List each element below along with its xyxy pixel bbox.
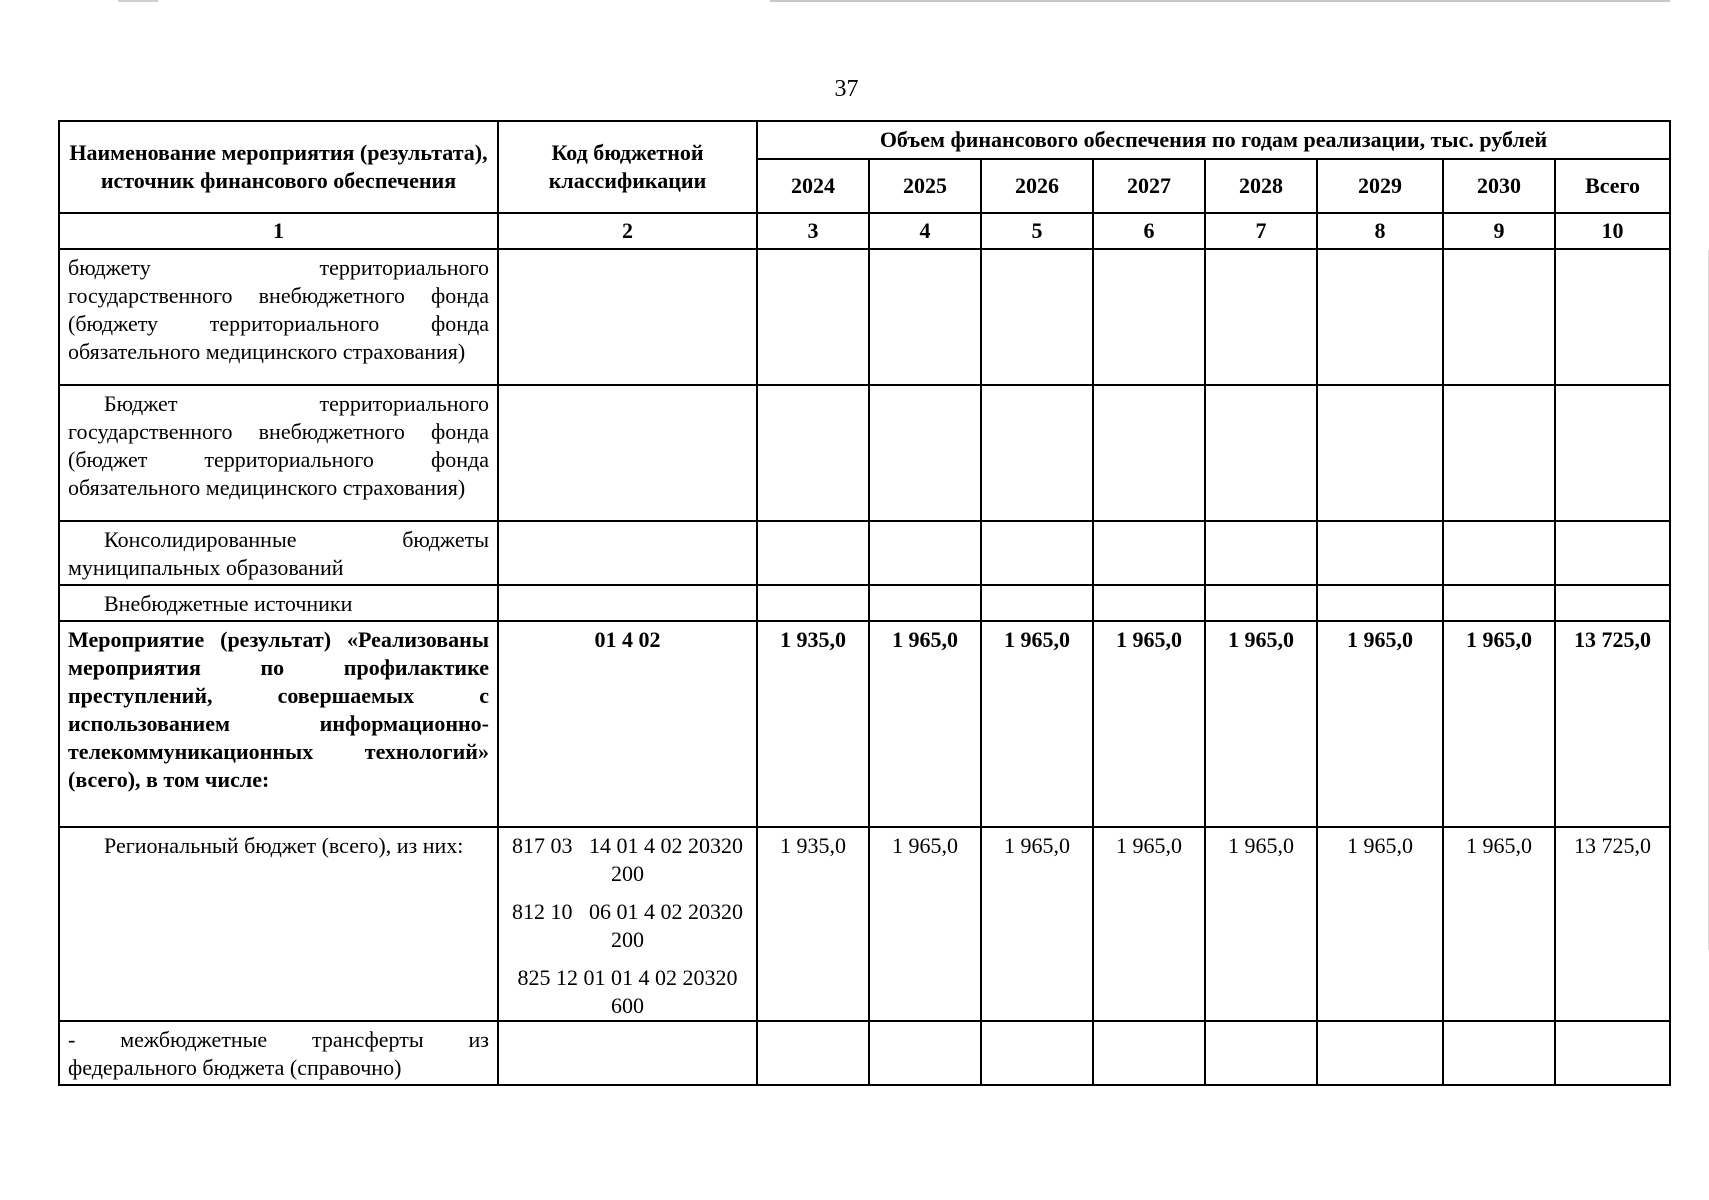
header-year: 2026	[981, 159, 1093, 213]
page-number: 37	[834, 76, 859, 102]
scan-artifact-left	[118, 0, 158, 2]
value-cell: 1 935,0	[757, 827, 869, 1021]
row-name: Мероприятие (результат) «Реализованы мероприятия по профилактике преступлений, совершаемых с использованием информационно-телекоммуникационных технологий» (всего), в том числе:	[59, 621, 498, 827]
value-cell: 1 965,0	[869, 621, 981, 827]
value-cell: 1 965,0	[1205, 827, 1317, 1021]
code-line: 812 10 06 01 4 02 20320	[512, 899, 743, 924]
table-row	[59, 385, 1670, 521]
header-code-column: Код бюджетной классификации	[498, 121, 757, 213]
value-cell: 13 725,0	[1555, 621, 1670, 827]
row-code	[498, 385, 757, 521]
table-row	[59, 621, 1670, 827]
value-cell: 1 965,0	[981, 827, 1093, 1021]
value-cell: 1 965,0	[1317, 827, 1443, 1021]
column-number: 10	[1555, 213, 1670, 249]
column-number: 8	[1317, 213, 1443, 249]
value-cell: 1 965,0	[869, 827, 981, 1021]
code-line: 825 12 01 01 4 02 20320	[517, 965, 738, 990]
table-row	[59, 1021, 1670, 1085]
row-code	[498, 249, 757, 385]
row-code: 01 4 02	[498, 621, 757, 827]
row-name: Консолидированные бюджеты муниципальных образований	[59, 521, 498, 585]
scan-artifact-top	[770, 0, 1670, 2]
code-line: 200	[611, 927, 644, 952]
table-row	[59, 827, 1670, 1021]
column-number: 3	[757, 213, 869, 249]
row-name: бюджету территориального государственного внебюджетного фонда (бюджету территориального фонда обязательного медицинского страхования)	[59, 249, 498, 385]
column-number: 6	[1093, 213, 1205, 249]
header-year: 2024	[757, 159, 869, 213]
row-name: Региональный бюджет (всего), из них:	[59, 827, 498, 1021]
header-year: 2030	[1443, 159, 1555, 213]
value-cell: 1 965,0	[1093, 621, 1205, 827]
row-name: Внебюджетные источники	[59, 585, 498, 621]
code-line: 600	[611, 993, 644, 1018]
table-row	[59, 249, 1670, 385]
value-cell: 1 965,0	[1443, 621, 1555, 827]
header-volume-column: Объем финансового обеспечения по годам реализации, тыс. рублей	[757, 121, 1670, 159]
column-number: 9	[1443, 213, 1555, 249]
header-year: 2028	[1205, 159, 1317, 213]
row-code	[498, 521, 757, 585]
value-cell: 1 935,0	[757, 621, 869, 827]
value-cell: 13 725,0	[1555, 827, 1670, 1021]
row-name: Бюджет территориального государственного внебюджетного фонда (бюджет территориального фонда обязательного медицинского страхования)	[59, 385, 498, 521]
column-number: 5	[981, 213, 1093, 249]
column-number: 4	[869, 213, 981, 249]
column-number: 2	[498, 213, 757, 249]
header-year: 2027	[1093, 159, 1205, 213]
value-cell: 1 965,0	[1093, 827, 1205, 1021]
code-line: 200	[611, 861, 644, 886]
table-row	[59, 585, 1670, 621]
value-cell: 1 965,0	[1205, 621, 1317, 827]
header-year: 2025	[869, 159, 981, 213]
financing-table	[58, 120, 1671, 1086]
header-total: Всего	[1555, 159, 1670, 213]
column-number: 7	[1205, 213, 1317, 249]
value-cell: 1 965,0	[981, 621, 1093, 827]
value-cell: 1 965,0	[1317, 621, 1443, 827]
code-line: 817 03 14 01 4 02 20320	[512, 833, 743, 858]
row-name: - межбюджетные трансферты из федерального бюджета (справочно)	[59, 1021, 498, 1085]
header-name-column: Наименование мероприятия (результата), источник финансового обеспечения	[59, 121, 498, 213]
value-cell: 1 965,0	[1443, 827, 1555, 1021]
row-code	[498, 585, 757, 621]
row-code	[498, 1021, 757, 1085]
table-row	[59, 521, 1670, 585]
header-year: 2029	[1317, 159, 1443, 213]
row-code	[498, 827, 757, 1021]
column-number: 1	[59, 213, 498, 249]
